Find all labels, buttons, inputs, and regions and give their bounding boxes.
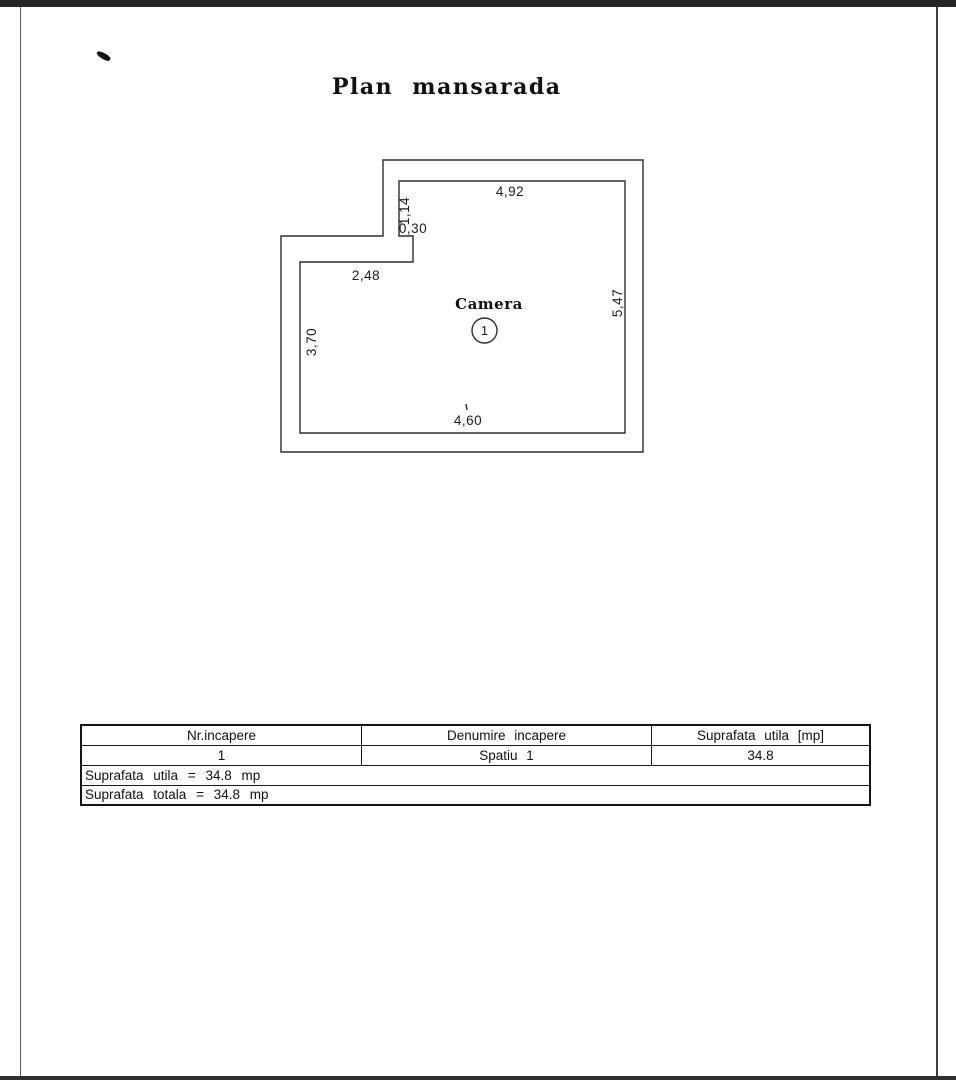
table-header-nr-incapere: Nr.incapere xyxy=(82,726,362,745)
room-area-table xyxy=(80,724,871,806)
table-header-row xyxy=(82,726,869,746)
dim-upper-shelf-width: 2,48 xyxy=(351,268,381,283)
room-label: Camera xyxy=(455,295,523,313)
dim-left-height: 3,70 xyxy=(304,327,319,357)
table-cell-nr: 1 xyxy=(82,746,362,765)
table-cell-suprafata: 34.8 xyxy=(747,748,774,763)
dim-right-height: 5,47 xyxy=(610,288,625,318)
dim-upper-left-height: 1,14 xyxy=(397,196,412,226)
table-header-denumire-incapere: Denumire incapere xyxy=(362,726,652,745)
dimension-tick xyxy=(466,404,467,410)
table-header-suprafata-utila: Suprafata utila [mp] xyxy=(696,728,825,743)
dim-step-width: 0,30 xyxy=(398,221,428,236)
dim-inner-top-width: 4,92 xyxy=(495,184,525,199)
scan-artifact-bottom-bar xyxy=(0,1076,956,1080)
dim-bottom-width: 4,60 xyxy=(453,413,483,428)
table-row xyxy=(82,746,869,766)
page-title: Plan mansarada xyxy=(332,74,562,100)
room-number: 1 xyxy=(480,323,489,338)
summary-suprafata-utila: Suprafata utila = 34.8 mp xyxy=(82,766,869,786)
summary-suprafata-totala: Suprafata totala = 34.8 mp xyxy=(85,787,269,802)
floor-plan-drawing xyxy=(0,0,956,520)
table-cell-denumire: Spatiu 1 xyxy=(362,746,652,765)
